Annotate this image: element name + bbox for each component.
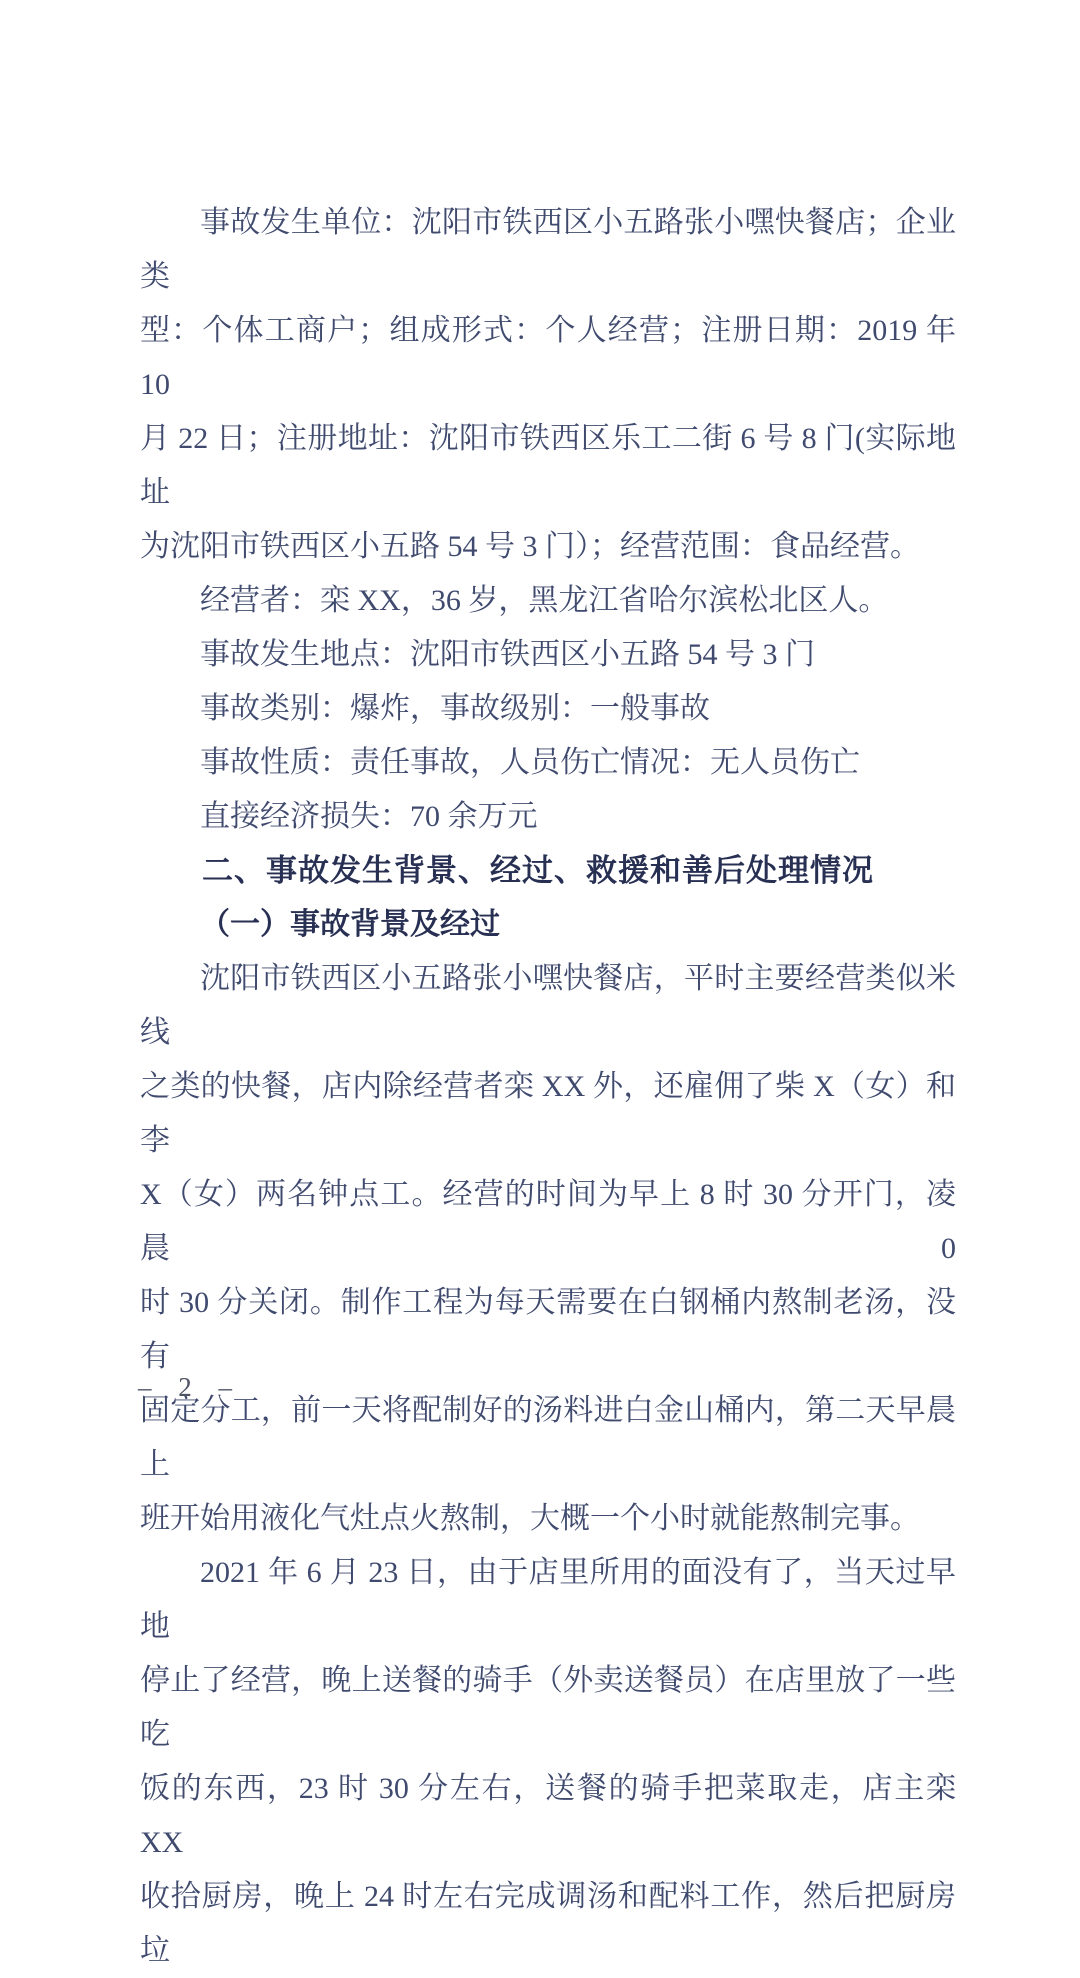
info-line-location: 事故发生地点：沈阳市铁西区小五路 54 号 3 门 [200, 638, 815, 671]
paragraph-line: 班开始用液化气灶点火熬制，大概一个小时就能熬制完事。 [140, 1502, 920, 1535]
paragraph-line: 2021 年 6 月 23 日，由于店里所用的面没有了，当天过早地 [140, 1556, 956, 1643]
paragraph-line: 饭的东西，23 时 30 分左右，送餐的骑手把菜取走，店主栾 XX [140, 1772, 956, 1859]
document-body [140, 196, 956, 1978]
info-line-operator: 经营者：栾 XX，36 岁，黑龙江省哈尔滨松北区人。 [200, 584, 889, 617]
paragraph-line: 时 30 分关闭。制作工程为每天需要在白钢桶内熬制老汤，没有 [140, 1286, 956, 1373]
paragraph-line: 固定分工，前一天将配制好的汤料进白金山桶内，第二天早晨上 [140, 1394, 956, 1481]
paragraph-line: 型：个体工商户；组成形式：个人经营；注册日期：2019 年 10 [140, 314, 956, 401]
paragraph-line: X（女）两名钟点工。经营的时间为早上 8 时 30 分开门，凌晨 0 [140, 1178, 956, 1265]
paragraph-line: 收拾厨房，晚上 24 时左右完成调汤和配料工作，然后把厨房垃 [140, 1880, 956, 1967]
paragraph-line: 之类的快餐，店内除经营者栾 XX 外，还雇佣了柴 X（女）和李 [140, 1070, 956, 1157]
paragraph-line: 为沈阳市铁西区小五路 54 号 3 门）；经营范围：食品经营。 [140, 530, 920, 563]
paragraph-line: 沈阳市铁西区小五路张小嘿快餐店，平时主要经营类似米线 [140, 962, 956, 1049]
page-number: – 2 – [138, 1372, 242, 1402]
info-line-economic-loss: 直接经济损失：70 余万元 [200, 800, 538, 833]
info-line-nature: 事故性质：责任事故，人员伤亡情况：无人员伤亡 [200, 746, 860, 779]
paragraph-line: 月 22 日；注册地址：沈阳市铁西区乐工二街 6 号 8 门(实际地址 [140, 422, 956, 509]
info-line-category: 事故类别：爆炸，事故级别：一般事故 [200, 692, 710, 725]
subsection-heading: （一）事故背景及经过 [200, 908, 500, 941]
paragraph-line: 停止了经营，晚上送餐的骑手（外卖送餐员）在店里放了一些吃 [140, 1664, 956, 1751]
paragraph-line: 事故发生单位：沈阳市铁西区小五路张小嘿快餐店；企业类 [140, 206, 956, 293]
section-heading: 二、事故发生背景、经过、救援和善后处理情况 [202, 853, 874, 888]
